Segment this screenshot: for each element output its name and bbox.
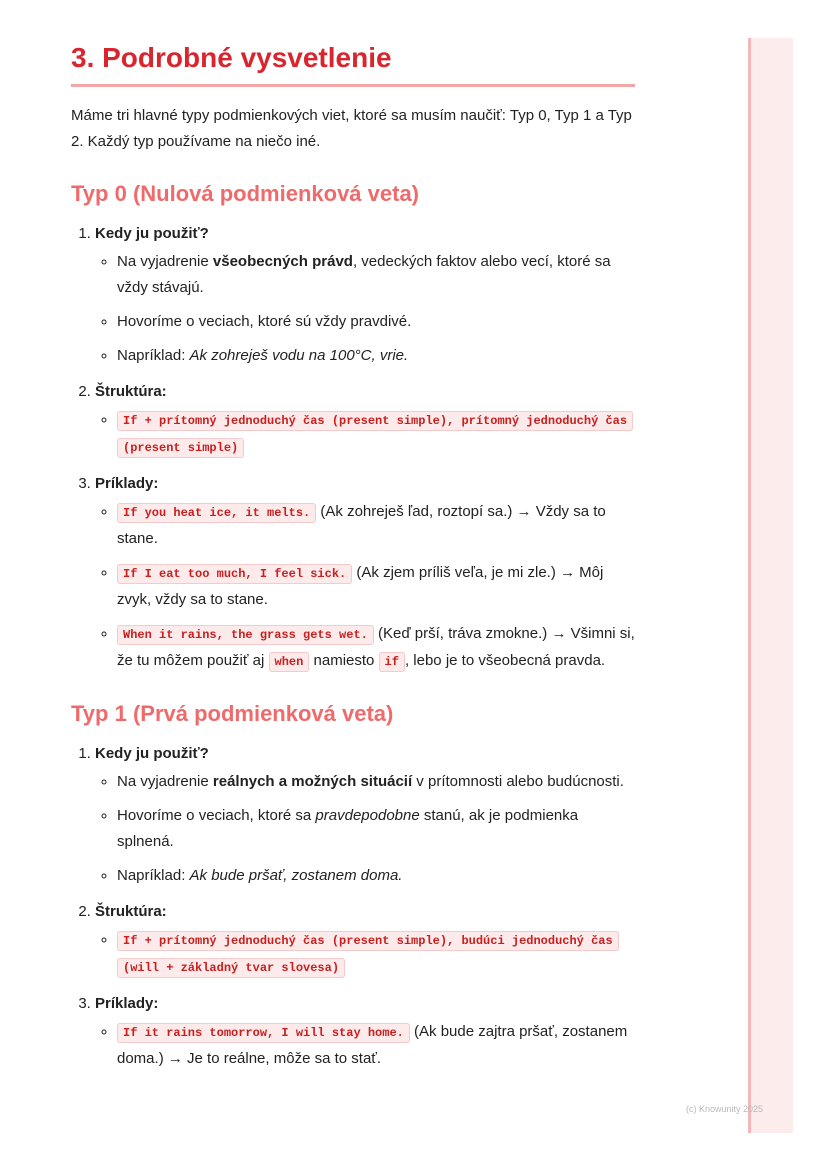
document-page bbox=[71, 38, 635, 1082]
code-snippet: If + prítomný jednoduchý čas (present simple), budúci jednoduchý čas (will + základný tvar slovesa) bbox=[117, 931, 619, 978]
type1-examples bbox=[95, 991, 635, 1072]
type1-when bbox=[95, 741, 635, 889]
text: stanú, ak je podmienka splnená. bbox=[117, 807, 579, 850]
type0-structure bbox=[95, 379, 635, 461]
code-snippet: if bbox=[379, 652, 405, 672]
page-title: 3. Podrobné vysvetlenie bbox=[71, 38, 635, 87]
list-item bbox=[117, 803, 635, 855]
copyright-footer: (c) Knowunity 2025 bbox=[686, 1104, 764, 1114]
list-item bbox=[117, 249, 635, 301]
example-text: Ak zohreješ vodu na 100°C, vrie. bbox=[189, 347, 409, 364]
type1-structure bbox=[95, 899, 635, 981]
text: , lebo je to všeobecná pravda. bbox=[404, 652, 606, 669]
text: namiesto bbox=[309, 652, 379, 669]
list-item bbox=[117, 343, 635, 369]
list-item bbox=[117, 407, 635, 461]
code-snippet: when bbox=[269, 652, 310, 672]
bold-text: všeobecných právd bbox=[212, 253, 353, 270]
type1-heading: Typ 1 (Prvá podmienková veta) bbox=[71, 701, 394, 726]
code-snippet: If it rains tomorrow, I will stay home. bbox=[117, 1023, 410, 1043]
intro-paragraph: Máme tri hlavné typy podmienkových viet, ktoré sa musím naučiť: Typ 0, Typ 1 a Typ 2. Každý typ používame na niečo iné. bbox=[71, 107, 632, 150]
code-snippet: If + prítomný jednoduchý čas (present simple), prítomný jednoduchý čas (present simple) bbox=[117, 411, 633, 458]
type0-examples bbox=[95, 471, 635, 675]
side-margin-strip bbox=[748, 38, 793, 1133]
type0-when bbox=[95, 221, 635, 369]
bold-text: reálnych a možných situácií bbox=[212, 773, 413, 790]
example-text: Ak bude pršať, zostanem doma. bbox=[189, 867, 403, 884]
text: , vedeckých faktov alebo vecí, ktoré sa vždy stávajú. bbox=[117, 253, 611, 296]
code-snippet: When it rains, the grass gets wet. bbox=[117, 625, 374, 645]
when-label: Kedy ju použiť? bbox=[95, 225, 209, 242]
list-item bbox=[117, 927, 635, 981]
italic-text: pravdepodobne bbox=[315, 807, 420, 824]
text: Na vyjadrenie bbox=[117, 773, 213, 790]
structure-label: Štruktúra: bbox=[95, 383, 167, 400]
text: (Ak zohreješ ľad, roztopí sa.) → Vždy sa to stane. bbox=[117, 503, 606, 547]
code-snippet: If you heat ice, it melts. bbox=[117, 503, 316, 523]
list-item bbox=[117, 769, 635, 795]
list-item bbox=[117, 499, 635, 552]
text: Napríklad: bbox=[117, 347, 190, 364]
examples-label: Príklady: bbox=[95, 995, 159, 1012]
examples-label: Príklady: bbox=[95, 475, 159, 492]
text: v prítomnosti alebo budúcnosti. bbox=[412, 773, 624, 790]
code-snippet: If I eat too much, I feel sick. bbox=[117, 564, 352, 584]
text: Napríklad: bbox=[117, 867, 190, 884]
text: Na vyjadrenie bbox=[117, 253, 213, 270]
type0-list bbox=[71, 221, 635, 675]
list-item bbox=[117, 560, 635, 613]
text: (Ak bude zajtra pršať, zostanem doma.) → Je to reálne, môže sa to stať. bbox=[117, 1023, 628, 1067]
when-label: Kedy ju použiť? bbox=[95, 745, 209, 762]
text: (Keď prší, tráva zmokne.) → Všimni si, že tu môžem použiť aj bbox=[117, 625, 635, 669]
list-item bbox=[117, 863, 635, 889]
list-item bbox=[117, 1019, 635, 1072]
list-item: ◦ Hovoríme o veciach, ktoré sú vždy pravdivé. bbox=[117, 309, 635, 335]
list-item bbox=[117, 621, 635, 675]
structure-label: Štruktúra: bbox=[95, 903, 167, 920]
text: Hovoríme o veciach, ktoré sa bbox=[117, 807, 316, 824]
type1-list bbox=[71, 741, 635, 1072]
type0-heading: Typ 0 (Nulová podmienková veta) bbox=[71, 181, 420, 206]
text: (Ak zjem príliš veľa, je mi zle.) → Môj zvyk, vždy sa to stane. bbox=[117, 564, 604, 608]
